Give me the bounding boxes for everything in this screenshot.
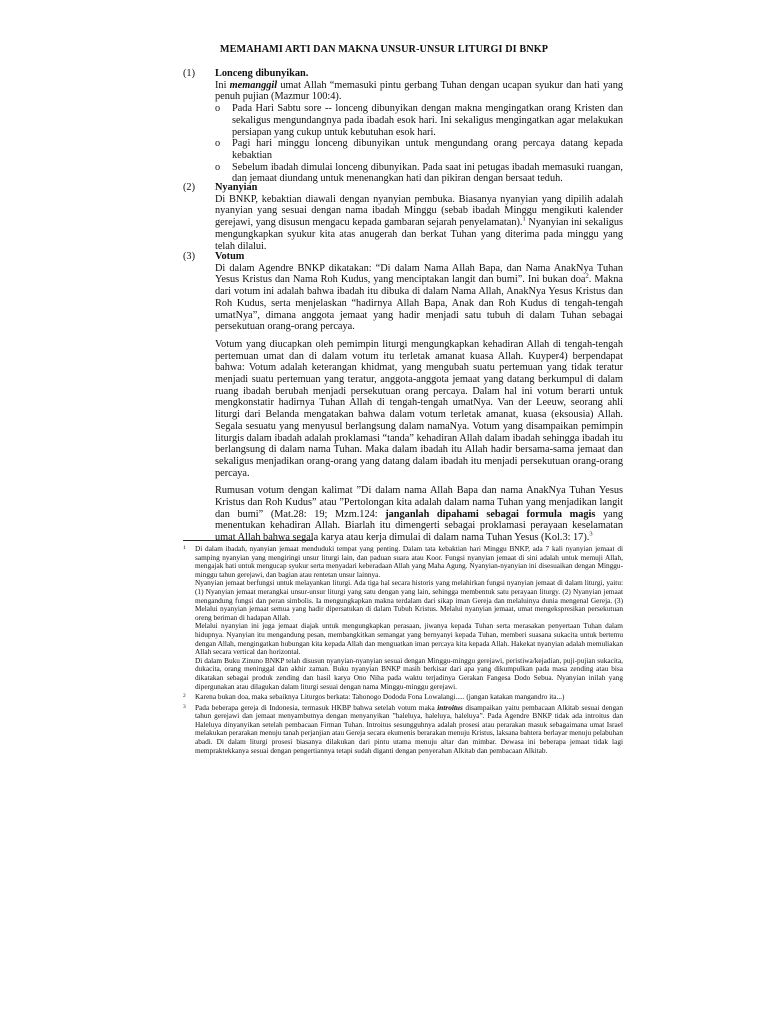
section-intro: Ini memanggil umat Allah “memasuki pintu gerbang Tuhan dengan ucapan syukur dan hati yang penuh pujian (Mazmur 100:4). <box>215 79 623 103</box>
footnote-ref[interactable]: 1 <box>522 215 526 223</box>
section-nyanyian <box>183 182 623 252</box>
section-lonceng <box>183 68 623 185</box>
bullet-icon: o <box>215 138 221 150</box>
footnote: 3 Pada beberapa gereja di Indonesia, termasuk HKBP bahwa setelah votum maka introitus disampaikan yaitu pembacaan Alkitab sesuai dengan tahun gerejawi dan jemaat menyambutnya dengan menyanyikan ”haleluya, haleluya, haleluya”. Pada Agendre BNKP tidak ada introitus dan Haleluya dinyanyikan setelah pembacaan Firman Tuhan. Introitus sesungguhnya adalah prosesi atau perarakan masuk sebagaimana umat Israel melakukan perarakan menuju tanah perjanjian atau Gereja secara ekumenis berarakan menuju Kristus, laksana bahtera berlayar menuju pelabuhan abadi. Di dalam liturgi prosesi biasanya dilakukan dari pintu utama menuju altar dan mimbar. Dewasa ini beberapa jemaat tidak lagi mempraktekkanya sesuai dengan pengertiannya tetapi sudah diganti dengan penyerahan Alkitab dan pembacaan Alkitab. <box>183 702 623 755</box>
section-paragraph: Rumusan votum dengan kalimat ”Di dalam nama Allah Bapa dan nama AnakNya Tuhan Yesus Kristus dan Roh Kudus” atau ”Pertolongan kita adalah dalam nama Tuhan yang menjadikan langit dan bumi” (Mat.28: 19; Mzm.124: janganlah dipahami sebagai formula magis yang menentukan kehadiran Allah. Biarlah itu dimengerti sebagai proklamasi perayaan keselamatan umat Allah bahwa segala karya atau kerja dimulai di dalam nama Tuhan Yesus (Kol.3: 17).$^3$ <box>215 485 624 544</box>
section-heading: Lonceng dibunyikan. <box>215 68 309 79</box>
section-number: (3) <box>183 251 196 262</box>
section-paragraph: Votum yang diucapkan oleh pemimpin liturgi mengungkapkan kehadiran Allah di tengah-tengah pertemuan umat dan di dalam votum itu terletak amanat kuasa Allah. Kuyper4) berpendapat bahwa: Votum adalah keterangan khidmat, yang mengubah suatu pertemuan yang tidak teratur menjadi suatu pertemuan yang teratur, anggota-anggota jemaat yang datang berkumpul di dalam ruang ibadah berubah menjadi persekutuan orang percaya. Dalam hal ini votum berarti untuk mengkonstatir hadirnya Tuhan Allah di tengah-tengah umatNya. Van der Leeuw, seorang ahli liturgi dari Belanda mengatakan bahwa dalam votum terletak amanat, kuasa (eksousia) Allah. Segala sesuatu yang menyusul berlangsung dalam namaNya. Votum yang disampaikan pemimpin liturgis dalam ibadah adalah proklamasi “tanda” kehadiran Allah dalam ibadah sehingga ibadah itu berlangsung di dalam nama Tuhan. Maka dalam ibadah itu Allah hadir bersama-sama jemaat dan sekaligus menjadikan orang-orang yang datang dalam ibadah itu menjadi persekutuan orang-orang percaya. <box>215 338 623 479</box>
footnote-ref[interactable]: 2 <box>585 272 589 280</box>
footnote-ref[interactable]: 3 <box>589 530 593 538</box>
list-item: o Pada Hari Sabtu sore -- lonceng dibunyikan dengan makna mengingatkan orang Kristen dan sekaligus mengundangnya pada ibadah esok hari. Ini sekaligus mengingatkan agar melakukan persiapan yang cukup untuk kebutuhan esok hari. <box>215 103 623 138</box>
section-heading: Votum <box>215 251 245 262</box>
section-votum <box>183 251 623 544</box>
footnote: 1 Di dalam ibadah, nyanyian jemaat menduduki tempat yang penting. Dalam tata kebaktian hari Minggu BNKP, ada 7 kali nyanyian jemaat di samping nyanyian yang mengiringi unsur liturgi lain, dan paduan suara atau Koor. Fungsi nyanyian jemaat di sini adalah untuk memuji Allah, mengajak hati untuk mengucap syukur serta menyadari keberadaan Allah yang Maha Agung. Nyanyian-nyanyian ini disesuaikan dengan Minggu-minggu tahun gerejawi, dan bagian atau rentetan unsur lainnya. Nyanyian jemaat berfungsi untuk melayankan liturgi. Ada tiga hal secara historis yang melahirkan fungsi nyanyian jemaat di dalam liturgi, yaitu: (1) Nyanyian jemaat merangkai unsur-unsur liturgi yang satu dengan yang lain, sehingga membentuk satu perayaan liturgy. (2) Nyanyian jemaat mengandung fungsi dan peran simbolis. Ia mengungkapkan makna terdalam dari sikap iman Gereja dan melaluinya dunia mengenal Gereja. (3) Melalui nyanyian jemaat semua yang hadir dipersatukan di dalam Tubuh Kristus. Melalui nyanyian jemaat, umat mengekspresikan persekutuan oreng beriman di hadapan Allah. Melalui nyanyian ini juga jemaat diajak untuk mengungkapkan perasaan, jiwanya kepada Tuhan serta merasakan penyertaan Tuhan dalam hidupnya. Nyanyian itu mengandung pesan, membangkitkan semangat yang bernyanyi kepada Tuhan, memberi suasana sukacita untuk bertemu dengan Allah, mengingatkan hubungan kita kepada Allah dan menguatkan iman percaya kita kepada Allah. Hakekat nyanyian adalah memuliakan Allah secara vertical dan horizontal. Di dalam Buku Zinuno BNKP telah disusun nyanyian-nyanyian sesuai dengan Minggu-minggu gerejawi, peristiwa/kejadian, puji-pujian sukacita, dukacita, orang meninggal dan akhir zaman. Buku nyanyian BNKP masih berkisar dari apa yang dikumpulkan pada masa zending atau bisa dikatakan sebagai produk zending dan hasil karya Ono Niha pada waktu terjadinya Gerakan Fangesa Dodo Sebua. Nyanyian inilah yang dipergunakan atau dilagukan dalam liturgi sesuai dengan nama Minggu-minggu gerejawi. <box>183 544 623 691</box>
section-number: (2) <box>183 182 196 193</box>
section-number: (1) <box>183 68 196 79</box>
footnote-number: 2 <box>183 693 186 700</box>
bullet-list <box>215 103 623 185</box>
list-item: o Sebelum ibadah dimulai lonceng dibunyikan. Pada saat ini petugas ibadah memasuki ruangan, dan jemaat diundang untuk menenangkan hati dan pikiran dengan bersaat teduh. <box>215 161 623 185</box>
footnote: 2 Karena bukan doa, maka sebaiknya Liturgos berkata: Tahonogo Dododa Fona Lowalangi..... (jangan katakan mangandro ita...) <box>183 692 565 702</box>
footnote-number: 1 <box>183 545 186 551</box>
document-title: MEMAHAMI ARTI DAN MAKNA UNSUR-UNSUR LITURGI DI BNKP <box>219 44 549 55</box>
footnotes <box>183 545 623 755</box>
bullet-icon: o <box>215 161 221 173</box>
list-item: o Pagi hari minggu lonceng dibunyikan untuk mengundang orang percaya datang kepada kebaktian <box>215 138 623 161</box>
section-paragraph: Di BNKP, kebaktian diawali dengan nyanyian pembuka. Biasanya nyanyian yang dipilih adalah nyanyian yang sesuai dengan nama ibadah Minggu (sebab ibadah Minggu mengikuti kalender gerejawi, yang disusun mengacu kepada gambaran sejarah penyelamatan).$^1$ Nyanyian ini sekaligus mengungkapkan syukur kita atas anugerah dan berkat Tuhan yang diterima pada minggu yang telah dilalui. <box>215 193 624 252</box>
footnote-number: 3 <box>183 703 186 710</box>
section-paragraph: Di dalam Agendre BNKP dikatakan: “Di dalam Nama Allah Bapa, dan Nama AnakNya Tuhan Yesus Kristus dan Nama Roh Kudus, yang menciptakan langit dan bumi”. Ini bukan doa$^2$. Makna dari votum ini adalah bahwa ibadah itu dibuka di dalam Nama Allah, AnakNya Yesus Kristus dan Roh Kudus, serta menjelaskan “hadirnya Allah Bapa, Anak dan Roh Kudus di tengah-tengah umatNya”, dimana anggota jemaat yang hadir menjadi satu tubuh di dalam Tuhan sebagai persekutuan orang-orang percaya. <box>215 262 623 333</box>
bullet-icon: o <box>215 103 221 115</box>
footnote-divider <box>183 540 313 541</box>
section-heading: Nyanyian <box>215 182 258 193</box>
